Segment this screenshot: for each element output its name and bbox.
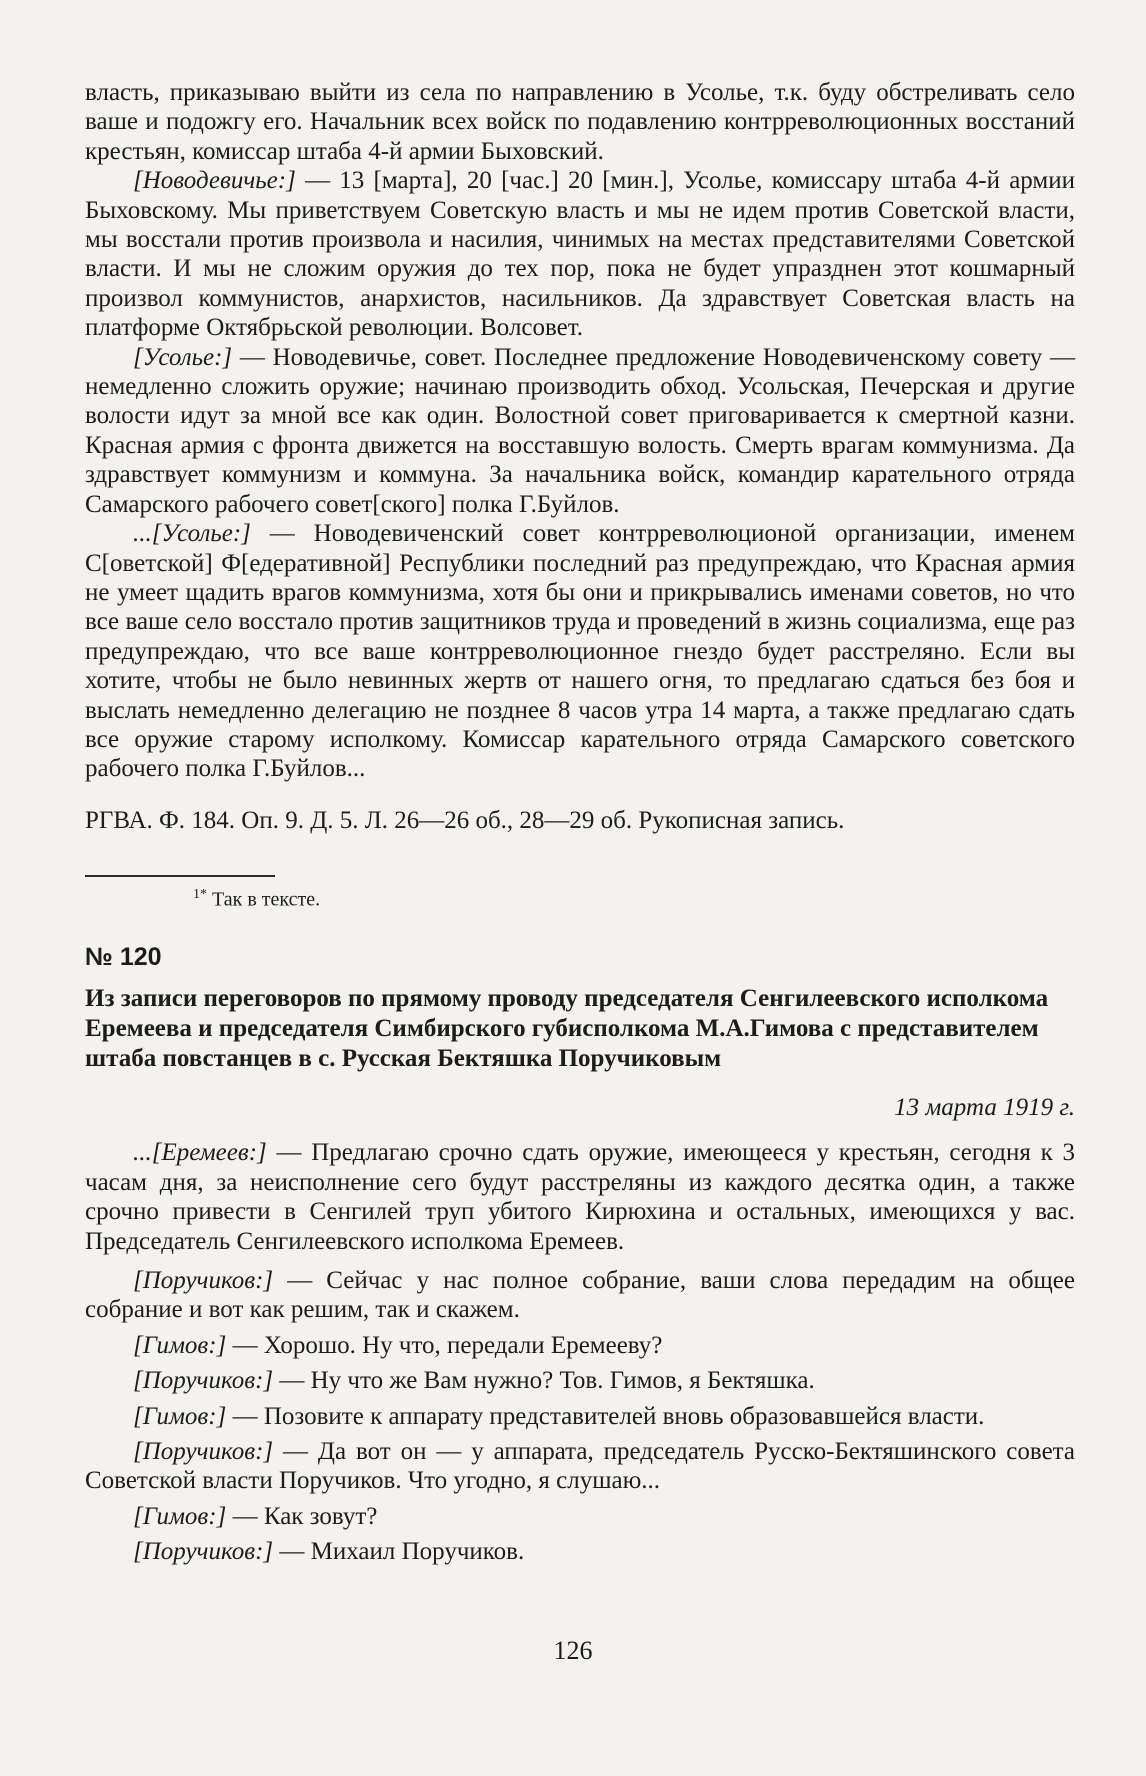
dialogue-line bbox=[85, 1366, 1075, 1395]
document-title: Из записи переговоров по прямому проводу председателя Сенгилеевского исполкома Еремеева и председателя Симбирского губисполкома М.А.Гимова с представителем штаба повстанцев в с. Русская Бектяшка Поручиковым bbox=[85, 985, 1049, 1073]
dialogue-line bbox=[85, 1138, 1075, 1256]
speaker-label: [Поручиков:] bbox=[133, 1438, 274, 1466]
dialogue-text: — Да вот он — у аппарата, председатель Русско-Бектяшинского совета Советской власти Поручиков. Что угодно, я слушаю... bbox=[85, 1438, 1075, 1495]
paragraph-text: — 13 [марта], 20 [час.] 20 [мин.], Усолье, комиссару штаба 4-й армии Быховскому. Мы приветствуем Советскую власть и мы не идем против Советской власти, мы восстали против произвола и насилия, чинимых на местах представителями Советской власти. И мы не сложим оружия до тех пор, пока не будет упразднен этот кошмарный произвол коммунистов, анархистов, насильников. Да здравствует Советская власть на платформе Октябрьской революции. Волсовет. bbox=[85, 167, 1075, 342]
speaker-label: [Поручиков:] bbox=[133, 1538, 274, 1566]
archive-source: РГВА. Ф. 184. Оп. 9. Д. 5. Л. 26—26 об., 28—29 об. Рукописная запись. bbox=[85, 806, 845, 834]
speaker-label: [Поручиков:] bbox=[133, 1367, 274, 1395]
dialogue-text: — Ну что же Вам нужно? Тов. Гимов, я Бектяшка. bbox=[273, 1367, 815, 1395]
speaker-label: [Новодевичье:] bbox=[133, 167, 296, 195]
footnote bbox=[193, 883, 1075, 912]
paragraph-text: — Новодевичье, совет. Последнее предложение Новодевиченскому совету — немедленно сложить оружие; начинаю производить обход. Усольская, Печерская и другие волости идут за мной все как один. Волостной совет приговаривается к смертной казни. Красная армия с фронта движется на восставшую волость. Смерть врагам коммунизма. Да здравствует коммунизм и коммуна. За начальника войск, командир карательного отряда Самарского рабочего совет[ского] полка Г.Буйлов. bbox=[85, 343, 1075, 518]
dialogue-text: — Хорошо. Ну что, передали Еремееву? bbox=[226, 1331, 663, 1359]
speaker-label: [Гимов:] bbox=[133, 1502, 227, 1530]
footnote-divider bbox=[85, 875, 275, 877]
paragraph-text: — Новодевиченский совет контрреволюционой организации, именем С[оветской] Ф[едеративной] Республики последний раз предупреждаю, что Красная армия не умеет щадить врагов коммунизма, хотя бы они и прикрывались именами советов, но что все ваше село восстало против защитников труда и проведений в жизнь социализма, еще раз предупреждаю, что все ваше контрреволюционное гнездо будет расстреляно. Если вы хотите, чтобы не было невинных жертв от нашего огня, то предлагаю сдаться без боя и выслать немедленно делегацию не позднее 8 часов утра 14 марта, а также предлагаю сдать все оружие старому исполкому. Комиссар карательного отряда Самарского советского рабочего полка Г.Буйлов... bbox=[85, 520, 1075, 783]
dialogue-line bbox=[85, 1402, 1075, 1431]
dialogue-line bbox=[85, 1537, 1075, 1566]
dialogue-line bbox=[85, 1331, 1075, 1360]
speaker-label: [Гимов:] bbox=[133, 1402, 227, 1430]
dialogue-line bbox=[85, 1502, 1075, 1531]
document-date: 13 марта 1919 г. bbox=[894, 1094, 1075, 1122]
paragraph bbox=[85, 166, 1075, 342]
paragraph bbox=[85, 78, 1075, 166]
paragraph bbox=[85, 343, 1075, 519]
page-content bbox=[85, 78, 1075, 1567]
speaker-label: [Гимов:] bbox=[133, 1331, 227, 1359]
document-number: № 120 bbox=[85, 943, 162, 972]
page-number: 126 bbox=[553, 1636, 593, 1665]
dialogue-text: — Предлагаю срочно сдать оружие, имеющееся у крестьян, сегодня к 3 часам дня, за неисполнение сего будут расстреляны из каждого десятка один, а также срочно привести в Сенгилей труп убитого Кирюхина и остальных, имеющихся у вас. Председатель Сенгилеевского исполкома Еремеев. bbox=[85, 1139, 1075, 1255]
dialogue-text: — Сейчас у нас полное собрание, ваши слова передадим на общее собрание и вот как решим, так и скажем. bbox=[85, 1267, 1075, 1324]
speaker-label: [Усолье:] bbox=[133, 343, 233, 371]
dialogue-text: — Как зовут? bbox=[226, 1502, 378, 1530]
dialogue-line bbox=[85, 1266, 1075, 1325]
footnote-mark: 1* bbox=[193, 886, 207, 902]
speaker-label: ...[Еремеев:] bbox=[133, 1139, 267, 1167]
dialogue-text: — Позовите к аппарату представителей вновь образовавшейся власти. bbox=[226, 1402, 985, 1430]
paragraph-text: власть, приказываю выйти из села по направлению в Усолье, т.к. буду обстреливать село ваше и подожгу его. Начальник всех войск по подавлению контрреволюционных восстаний крестьян, комиссар штаба 4-й армии Быховский. bbox=[85, 79, 1075, 165]
dialogue-text: — Михаил Поручиков. bbox=[273, 1538, 525, 1566]
dialogue-line bbox=[85, 1437, 1075, 1496]
paragraph bbox=[85, 519, 1075, 784]
footnote-text: Так в тексте. bbox=[207, 888, 321, 911]
speaker-label: [Поручиков:] bbox=[133, 1267, 274, 1295]
speaker-label: ...[Усолье:] bbox=[133, 520, 251, 548]
